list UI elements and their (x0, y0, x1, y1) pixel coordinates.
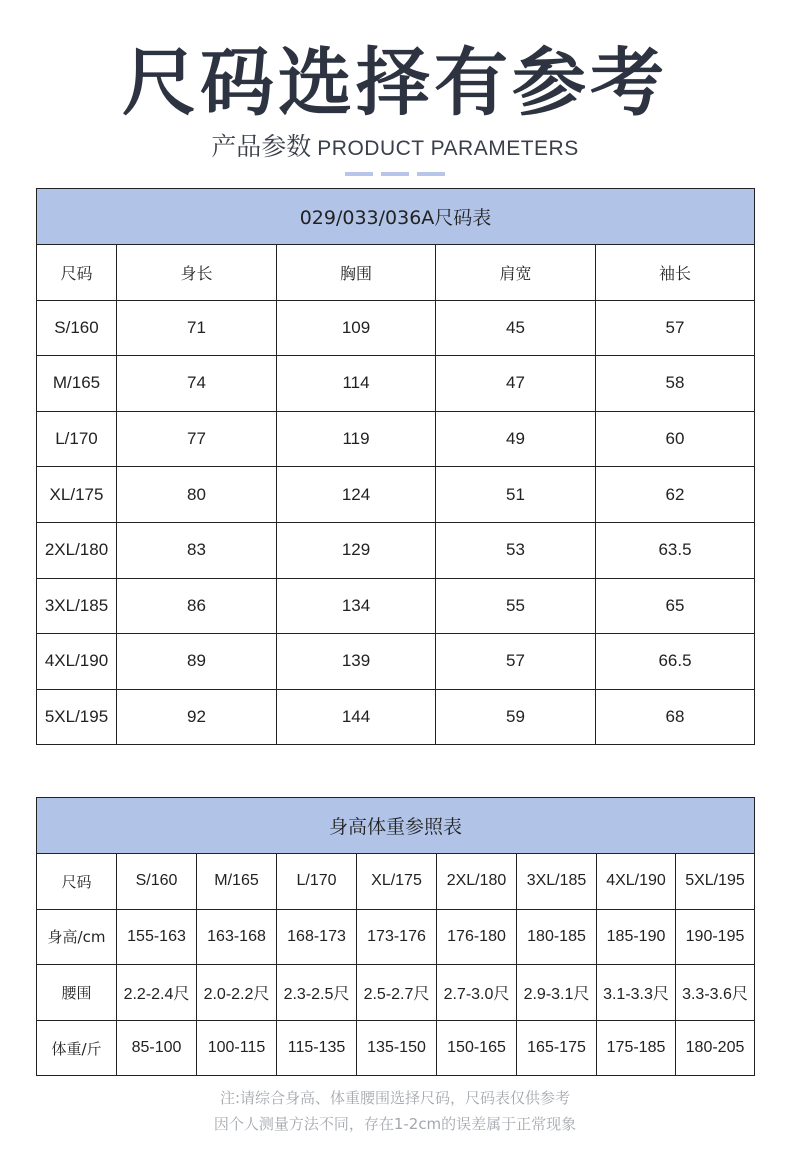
table-cell: XL/175 (37, 467, 117, 523)
table-cell: 59 (436, 689, 596, 745)
table-cell: 155-163 (117, 909, 197, 965)
table-cell: M/165 (197, 854, 277, 910)
body-reference-table (36, 797, 755, 1076)
table-row (37, 411, 755, 467)
size-table (36, 188, 755, 745)
size-table-header-row (37, 245, 755, 301)
table-row (37, 1020, 755, 1076)
table-cell: 2XL/180 (37, 522, 117, 578)
table-cell: 3.3-3.6尺 (676, 965, 755, 1021)
dash-3 (417, 172, 445, 176)
table-cell: 2.5-2.7尺 (357, 965, 437, 1021)
table-cell: 92 (117, 689, 277, 745)
footnote-line-2: 因个人测量方法不同，存在1-2cm的误差属于正常现象 (213, 1115, 577, 1133)
subtitle-en: PRODUCT PARAMETERS (317, 137, 579, 160)
table-cell: 47 (436, 356, 596, 412)
table-cell: 100-115 (197, 1020, 277, 1076)
table-cell: 168-173 (277, 909, 357, 965)
table-cell: 4XL/190 (37, 634, 117, 690)
table-cell: 165-175 (517, 1020, 597, 1076)
table-cell: 135-150 (357, 1020, 437, 1076)
table-cell: 53 (436, 522, 596, 578)
table-row (37, 356, 755, 412)
table-cell: 45 (436, 300, 596, 356)
column-header: 肩宽 (436, 245, 596, 301)
table-cell: 66.5 (596, 634, 755, 690)
table-cell: 63.5 (596, 522, 755, 578)
table-cell: 4XL/190 (597, 854, 676, 910)
table-cell: 2.7-3.0尺 (437, 965, 517, 1021)
dash-1 (345, 172, 373, 176)
column-header: 身长 (117, 245, 277, 301)
page-subtitle (0, 130, 790, 166)
table-cell: 180-185 (517, 909, 597, 965)
table-cell: 2.2-2.4尺 (117, 965, 197, 1021)
table-cell: S/160 (37, 300, 117, 356)
table-cell: 5XL/195 (37, 689, 117, 745)
row-header: 尺码 (37, 854, 117, 910)
table-cell: M/165 (37, 356, 117, 412)
table-cell: 109 (277, 300, 436, 356)
table-cell: 51 (436, 467, 596, 523)
table-cell: 62 (596, 467, 755, 523)
table-cell: 124 (277, 467, 436, 523)
table-cell: 129 (277, 522, 436, 578)
table-cell: XL/175 (357, 854, 437, 910)
table-cell: 115-135 (277, 1020, 357, 1076)
table-cell: 144 (277, 689, 436, 745)
table-cell: 139 (277, 634, 436, 690)
table-row (37, 578, 755, 634)
table-cell: 3XL/185 (517, 854, 597, 910)
table-cell: 49 (436, 411, 596, 467)
table-cell: 68 (596, 689, 755, 745)
table-row (37, 965, 755, 1021)
table-cell: 2XL/180 (437, 854, 517, 910)
table-cell: 180-205 (676, 1020, 755, 1076)
table-cell: 185-190 (597, 909, 676, 965)
table-cell: 86 (117, 578, 277, 634)
table-cell: 176-180 (437, 909, 517, 965)
table-cell: 77 (117, 411, 277, 467)
footnote-line-1: 注:请综合身高、体重腰围选择尺码，尺码表仅供参考 (219, 1089, 571, 1107)
table-cell: 5XL/195 (676, 854, 755, 910)
table-cell: 119 (277, 411, 436, 467)
table-cell: 114 (277, 356, 436, 412)
table-row (37, 522, 755, 578)
dash-2 (381, 172, 409, 176)
table-cell: 3.1-3.3尺 (597, 965, 676, 1021)
row-header: 身高/cm (37, 909, 117, 965)
table-cell: 163-168 (197, 909, 277, 965)
table-cell: 175-185 (597, 1020, 676, 1076)
table-row (37, 854, 755, 910)
subtitle-cn: 产品参数 (211, 132, 312, 161)
column-header: 胸围 (277, 245, 436, 301)
table-cell: 150-165 (437, 1020, 517, 1076)
table-cell: 65 (596, 578, 755, 634)
row-header: 腰围 (37, 965, 117, 1021)
table-cell: 134 (277, 578, 436, 634)
table-row (37, 689, 755, 745)
table-cell: 57 (596, 300, 755, 356)
table-cell: 190-195 (676, 909, 755, 965)
table-cell: 71 (117, 300, 277, 356)
row-header: 体重/斤 (37, 1020, 117, 1076)
table-cell: 83 (117, 522, 277, 578)
table-row (37, 300, 755, 356)
table-row (37, 909, 755, 965)
table-row (37, 634, 755, 690)
column-header: 尺码 (37, 245, 117, 301)
table-cell: L/170 (277, 854, 357, 910)
table-cell: 74 (117, 356, 277, 412)
page-title: 尺码选择有参考 (122, 40, 668, 126)
decorative-dashes (0, 172, 790, 176)
table-cell: 89 (117, 634, 277, 690)
column-header: 袖长 (596, 245, 755, 301)
table-cell: 2.3-2.5尺 (277, 965, 357, 1021)
table-row (37, 467, 755, 523)
table-cell: 173-176 (357, 909, 437, 965)
size-table-title: 029/033/036A尺码表 (37, 189, 755, 245)
body-table-title: 身高体重参照表 (37, 798, 755, 854)
table-cell: 85-100 (117, 1020, 197, 1076)
table-cell: S/160 (117, 854, 197, 910)
table-cell: 80 (117, 467, 277, 523)
table-cell: 2.0-2.2尺 (197, 965, 277, 1021)
table-cell: 3XL/185 (37, 578, 117, 634)
table-cell: 60 (596, 411, 755, 467)
table-cell: 57 (436, 634, 596, 690)
table-cell: L/170 (37, 411, 117, 467)
table-cell: 55 (436, 578, 596, 634)
table-cell: 58 (596, 356, 755, 412)
table-cell: 2.9-3.1尺 (517, 965, 597, 1021)
